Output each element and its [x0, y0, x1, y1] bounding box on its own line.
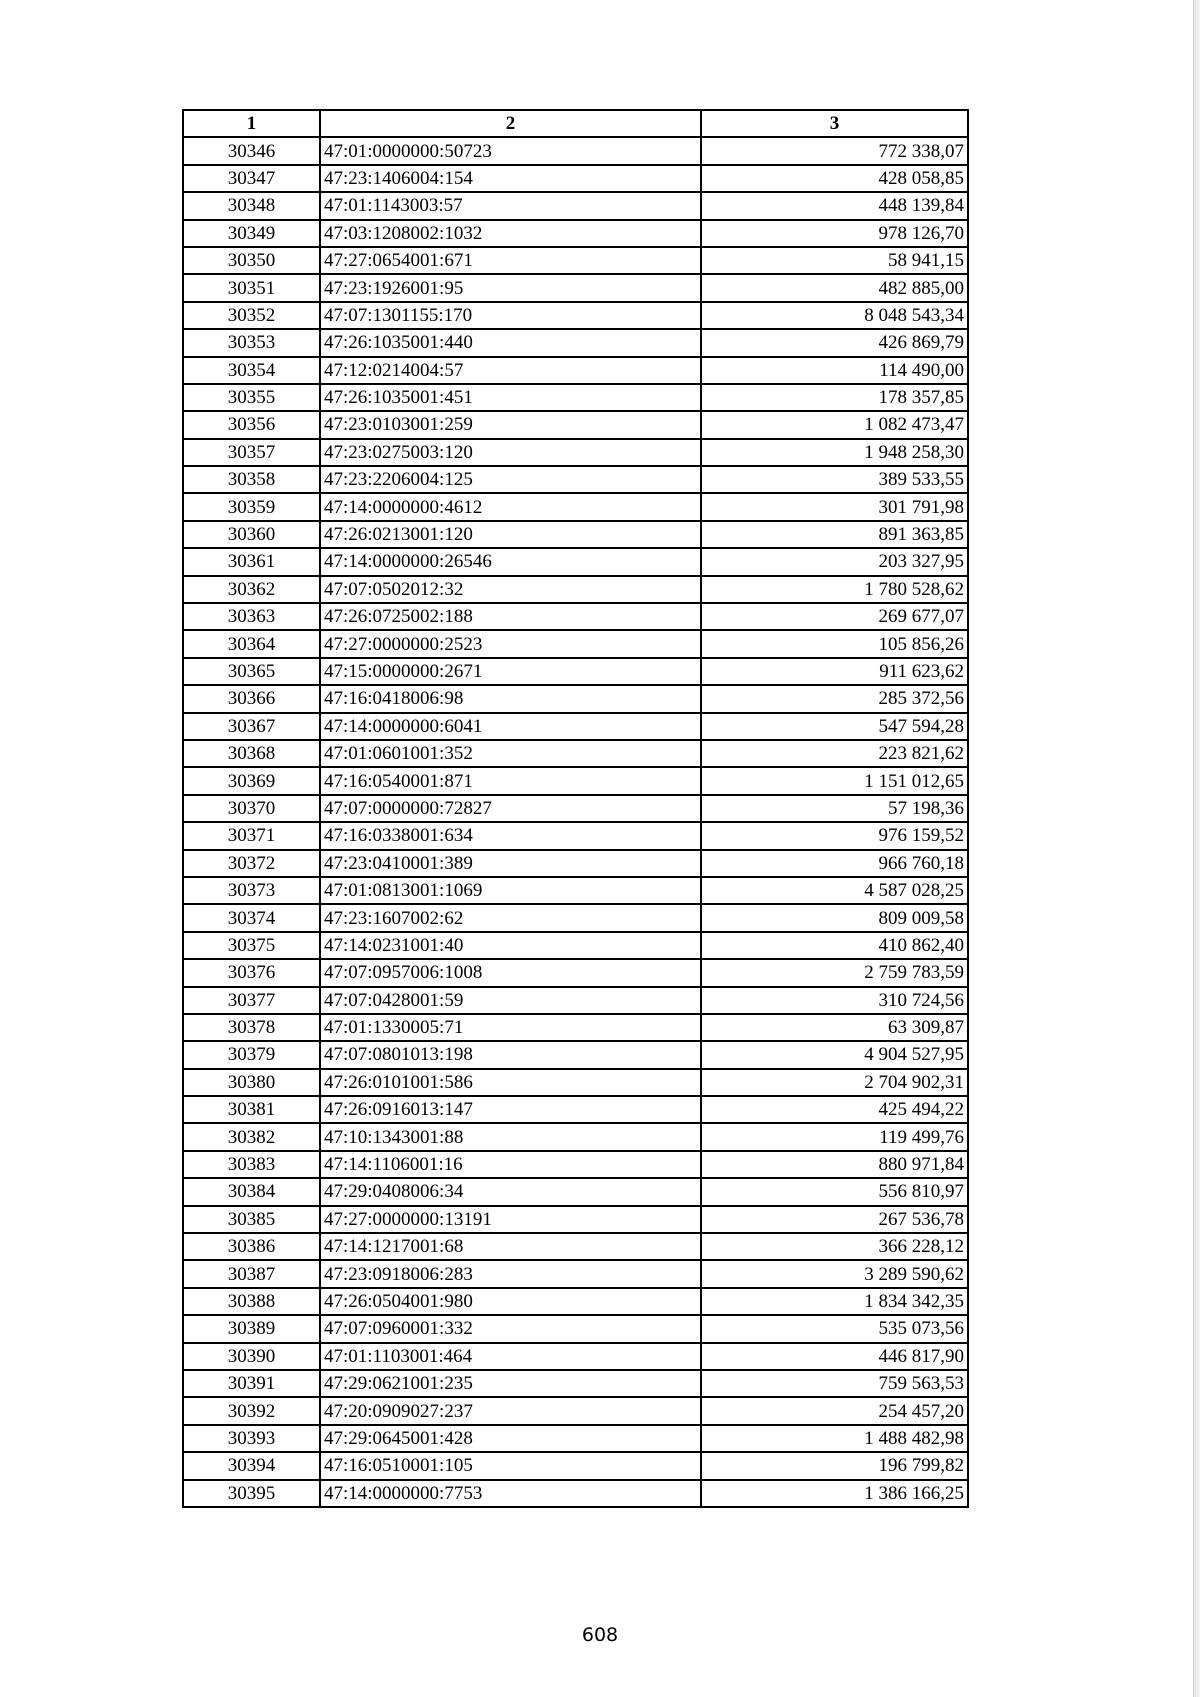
data-table — [182, 109, 969, 1508]
row-number: 30372 — [183, 850, 320, 877]
cadastral-number: 47:27:0000000:13191 — [320, 1206, 701, 1233]
value-cell: 556 810,97 — [701, 1178, 968, 1205]
table-row — [183, 302, 968, 329]
row-number: 30347 — [183, 165, 320, 192]
cadastral-number: 47:01:0000000:50723 — [320, 137, 701, 164]
cadastral-number: 47:26:0916013:147 — [320, 1096, 701, 1123]
cadastral-number: 47:26:0725002:188 — [320, 603, 701, 630]
value-cell: 547 594,28 — [701, 713, 968, 740]
cadastral-number: 47:23:0918006:283 — [320, 1260, 701, 1287]
table-row — [183, 384, 968, 411]
cadastral-number: 47:23:0275003:120 — [320, 439, 701, 466]
cadastral-number: 47:03:1208002:1032 — [320, 220, 701, 247]
table-row — [183, 877, 968, 904]
value-cell: 1 834 342,35 — [701, 1288, 968, 1315]
value-cell: 58 941,15 — [701, 247, 968, 274]
cadastral-number: 47:01:0813001:1069 — [320, 877, 701, 904]
row-number: 30393 — [183, 1425, 320, 1452]
table-row — [183, 1096, 968, 1123]
table-row — [183, 1151, 968, 1178]
value-cell: 1 386 166,25 — [701, 1480, 968, 1507]
row-number: 30377 — [183, 987, 320, 1014]
cadastral-number: 47:07:0000000:72827 — [320, 795, 701, 822]
cadastral-number: 47:27:0654001:671 — [320, 247, 701, 274]
table-row — [183, 357, 968, 384]
table-row — [183, 1315, 968, 1342]
cadastral-number: 47:15:0000000:2671 — [320, 658, 701, 685]
page-number: 608 — [581, 1624, 619, 1646]
table-row — [183, 1123, 968, 1150]
value-cell: 8 048 543,34 — [701, 302, 968, 329]
row-number: 30381 — [183, 1096, 320, 1123]
value-cell: 57 198,36 — [701, 795, 968, 822]
value-cell: 269 677,07 — [701, 603, 968, 630]
row-number: 30357 — [183, 439, 320, 466]
cadastral-number: 47:23:2206004:125 — [320, 466, 701, 493]
value-cell: 772 338,07 — [701, 137, 968, 164]
value-cell: 966 760,18 — [701, 850, 968, 877]
value-cell: 254 457,20 — [701, 1397, 968, 1424]
table-row — [183, 1397, 968, 1424]
row-number: 30385 — [183, 1206, 320, 1233]
row-number: 30395 — [183, 1480, 320, 1507]
cadastral-number: 47:23:1406004:154 — [320, 165, 701, 192]
value-cell: 203 327,95 — [701, 548, 968, 575]
column-header-2: 2 — [320, 110, 701, 137]
value-cell: 978 126,70 — [701, 220, 968, 247]
table-row — [183, 932, 968, 959]
table-row — [183, 220, 968, 247]
row-number: 30392 — [183, 1397, 320, 1424]
value-cell: 425 494,22 — [701, 1096, 968, 1123]
cadastral-number: 47:07:0428001:59 — [320, 987, 701, 1014]
row-number: 30394 — [183, 1452, 320, 1479]
value-cell: 4 587 028,25 — [701, 877, 968, 904]
row-number: 30391 — [183, 1370, 320, 1397]
table-row — [183, 329, 968, 356]
value-cell: 2 759 783,59 — [701, 959, 968, 986]
value-cell: 1 151 012,65 — [701, 767, 968, 794]
cadastral-number: 47:01:1103001:464 — [320, 1343, 701, 1370]
value-cell: 535 073,56 — [701, 1315, 968, 1342]
value-cell: 301 791,98 — [701, 493, 968, 520]
cadastral-number: 47:16:0338001:634 — [320, 822, 701, 849]
table-body — [183, 137, 968, 1507]
row-number: 30355 — [183, 384, 320, 411]
value-cell: 105 856,26 — [701, 630, 968, 657]
row-number: 30368 — [183, 740, 320, 767]
table-row — [183, 247, 968, 274]
table-row — [183, 1260, 968, 1287]
cadastral-number: 47:01:1143003:57 — [320, 192, 701, 219]
row-number: 30365 — [183, 658, 320, 685]
value-cell: 4 904 527,95 — [701, 1041, 968, 1068]
table-row — [183, 1206, 968, 1233]
value-cell: 3 289 590,62 — [701, 1260, 968, 1287]
row-number: 30375 — [183, 932, 320, 959]
row-number: 30382 — [183, 1123, 320, 1150]
cadastral-number: 47:26:0504001:980 — [320, 1288, 701, 1315]
row-number: 30353 — [183, 329, 320, 356]
table-row — [183, 1069, 968, 1096]
table-row — [183, 1370, 968, 1397]
cadastral-number: 47:10:1343001:88 — [320, 1123, 701, 1150]
value-cell: 310 724,56 — [701, 987, 968, 1014]
value-cell: 1 488 482,98 — [701, 1425, 968, 1452]
table-row — [183, 1041, 968, 1068]
row-number: 30371 — [183, 822, 320, 849]
row-number: 30373 — [183, 877, 320, 904]
row-number: 30354 — [183, 357, 320, 384]
cadastral-number: 47:23:1926001:95 — [320, 274, 701, 301]
table-row — [183, 548, 968, 575]
cadastral-number: 47:07:1301155:170 — [320, 302, 701, 329]
table-row — [183, 658, 968, 685]
value-cell: 119 499,76 — [701, 1123, 968, 1150]
row-number: 30359 — [183, 493, 320, 520]
cadastral-number: 47:14:0000000:7753 — [320, 1480, 701, 1507]
row-number: 30384 — [183, 1178, 320, 1205]
value-cell: 267 536,78 — [701, 1206, 968, 1233]
table-row — [183, 959, 968, 986]
row-number: 30388 — [183, 1288, 320, 1315]
row-number: 30376 — [183, 959, 320, 986]
value-cell: 178 357,85 — [701, 384, 968, 411]
cadastral-number: 47:01:1330005:71 — [320, 1014, 701, 1041]
table-row — [183, 1178, 968, 1205]
table-row — [183, 767, 968, 794]
value-cell: 285 372,56 — [701, 685, 968, 712]
row-number: 30366 — [183, 685, 320, 712]
row-number: 30349 — [183, 220, 320, 247]
value-cell: 880 971,84 — [701, 1151, 968, 1178]
cadastral-number: 47:14:1217001:68 — [320, 1233, 701, 1260]
cadastral-number: 47:27:0000000:2523 — [320, 630, 701, 657]
cadastral-number: 47:20:0909027:237 — [320, 1397, 701, 1424]
value-cell: 809 009,58 — [701, 904, 968, 931]
row-number: 30358 — [183, 466, 320, 493]
cadastral-number: 47:16:0540001:871 — [320, 767, 701, 794]
table-row — [183, 439, 968, 466]
value-cell: 389 533,55 — [701, 466, 968, 493]
table-row — [183, 1343, 968, 1370]
table-row — [183, 1233, 968, 1260]
value-cell: 1 082 473,47 — [701, 411, 968, 438]
table-row — [183, 1480, 968, 1507]
cadastral-number: 47:16:0510001:105 — [320, 1452, 701, 1479]
value-cell: 911 623,62 — [701, 658, 968, 685]
row-number: 30374 — [183, 904, 320, 931]
table-row — [183, 685, 968, 712]
cadastral-number: 47:23:0103001:259 — [320, 411, 701, 438]
table-row — [183, 137, 968, 164]
table-row — [183, 850, 968, 877]
row-number: 30364 — [183, 630, 320, 657]
value-cell: 196 799,82 — [701, 1452, 968, 1479]
row-number: 30351 — [183, 274, 320, 301]
table-row — [183, 274, 968, 301]
value-cell: 976 159,52 — [701, 822, 968, 849]
row-number: 30350 — [183, 247, 320, 274]
value-cell: 223 821,62 — [701, 740, 968, 767]
cadastral-number: 47:07:0957006:1008 — [320, 959, 701, 986]
cadastral-number: 47:26:0213001:120 — [320, 521, 701, 548]
value-cell: 426 869,79 — [701, 329, 968, 356]
cadastral-number: 47:14:0231001:40 — [320, 932, 701, 959]
value-cell: 428 058,85 — [701, 165, 968, 192]
table-row — [183, 466, 968, 493]
page-edge — [1193, 0, 1200, 1697]
row-number: 30356 — [183, 411, 320, 438]
value-cell: 891 363,85 — [701, 521, 968, 548]
cadastral-number: 47:01:0601001:352 — [320, 740, 701, 767]
table-row — [183, 521, 968, 548]
row-number: 30370 — [183, 795, 320, 822]
table-header-row — [183, 110, 968, 137]
column-header-1: 1 — [183, 110, 320, 137]
row-number: 30390 — [183, 1343, 320, 1370]
table-row — [183, 192, 968, 219]
table-row — [183, 493, 968, 520]
value-cell: 63 309,87 — [701, 1014, 968, 1041]
table-row — [183, 411, 968, 438]
row-number: 30379 — [183, 1041, 320, 1068]
row-number: 30369 — [183, 767, 320, 794]
table-row — [183, 1288, 968, 1315]
table-row — [183, 1014, 968, 1041]
table-row — [183, 1425, 968, 1452]
row-number: 30360 — [183, 521, 320, 548]
row-number: 30378 — [183, 1014, 320, 1041]
cadastral-number: 47:23:1607002:62 — [320, 904, 701, 931]
table-row — [183, 1452, 968, 1479]
table-row — [183, 904, 968, 931]
cadastral-number: 47:14:1106001:16 — [320, 1151, 701, 1178]
table-row — [183, 822, 968, 849]
column-header-3: 3 — [701, 110, 968, 137]
row-number: 30362 — [183, 576, 320, 603]
cadastral-number: 47:14:0000000:6041 — [320, 713, 701, 740]
value-cell: 759 563,53 — [701, 1370, 968, 1397]
cadastral-number: 47:16:0418006:98 — [320, 685, 701, 712]
table-row — [183, 987, 968, 1014]
cadastral-number: 47:14:0000000:4612 — [320, 493, 701, 520]
value-cell: 448 139,84 — [701, 192, 968, 219]
value-cell: 1 948 258,30 — [701, 439, 968, 466]
table-row — [183, 713, 968, 740]
value-cell: 366 228,12 — [701, 1233, 968, 1260]
value-cell: 114 490,00 — [701, 357, 968, 384]
table-row — [183, 740, 968, 767]
cadastral-number: 47:23:0410001:389 — [320, 850, 701, 877]
table-row — [183, 165, 968, 192]
row-number: 30383 — [183, 1151, 320, 1178]
cadastral-number: 47:26:1035001:440 — [320, 329, 701, 356]
row-number: 30348 — [183, 192, 320, 219]
cadastral-number: 47:26:0101001:586 — [320, 1069, 701, 1096]
value-cell: 410 862,40 — [701, 932, 968, 959]
value-cell: 2 704 902,31 — [701, 1069, 968, 1096]
row-number: 30361 — [183, 548, 320, 575]
cadastral-number: 47:29:0645001:428 — [320, 1425, 701, 1452]
cadastral-number: 47:29:0621001:235 — [320, 1370, 701, 1397]
value-cell: 446 817,90 — [701, 1343, 968, 1370]
value-cell: 1 780 528,62 — [701, 576, 968, 603]
row-number: 30386 — [183, 1233, 320, 1260]
value-cell: 482 885,00 — [701, 274, 968, 301]
row-number: 30352 — [183, 302, 320, 329]
cadastral-number: 47:07:0801013:198 — [320, 1041, 701, 1068]
cadastral-number: 47:07:0960001:332 — [320, 1315, 701, 1342]
table-row — [183, 576, 968, 603]
table-row — [183, 795, 968, 822]
cadastral-number: 47:07:0502012:32 — [320, 576, 701, 603]
row-number: 30387 — [183, 1260, 320, 1287]
cadastral-number: 47:29:0408006:34 — [320, 1178, 701, 1205]
row-number: 30363 — [183, 603, 320, 630]
row-number: 30389 — [183, 1315, 320, 1342]
cadastral-number: 47:26:1035001:451 — [320, 384, 701, 411]
row-number: 30367 — [183, 713, 320, 740]
cadastral-number: 47:12:0214004:57 — [320, 357, 701, 384]
row-number: 30380 — [183, 1069, 320, 1096]
table-row — [183, 603, 968, 630]
row-number: 30346 — [183, 137, 320, 164]
table-row — [183, 630, 968, 657]
cadastral-number: 47:14:0000000:26546 — [320, 548, 701, 575]
